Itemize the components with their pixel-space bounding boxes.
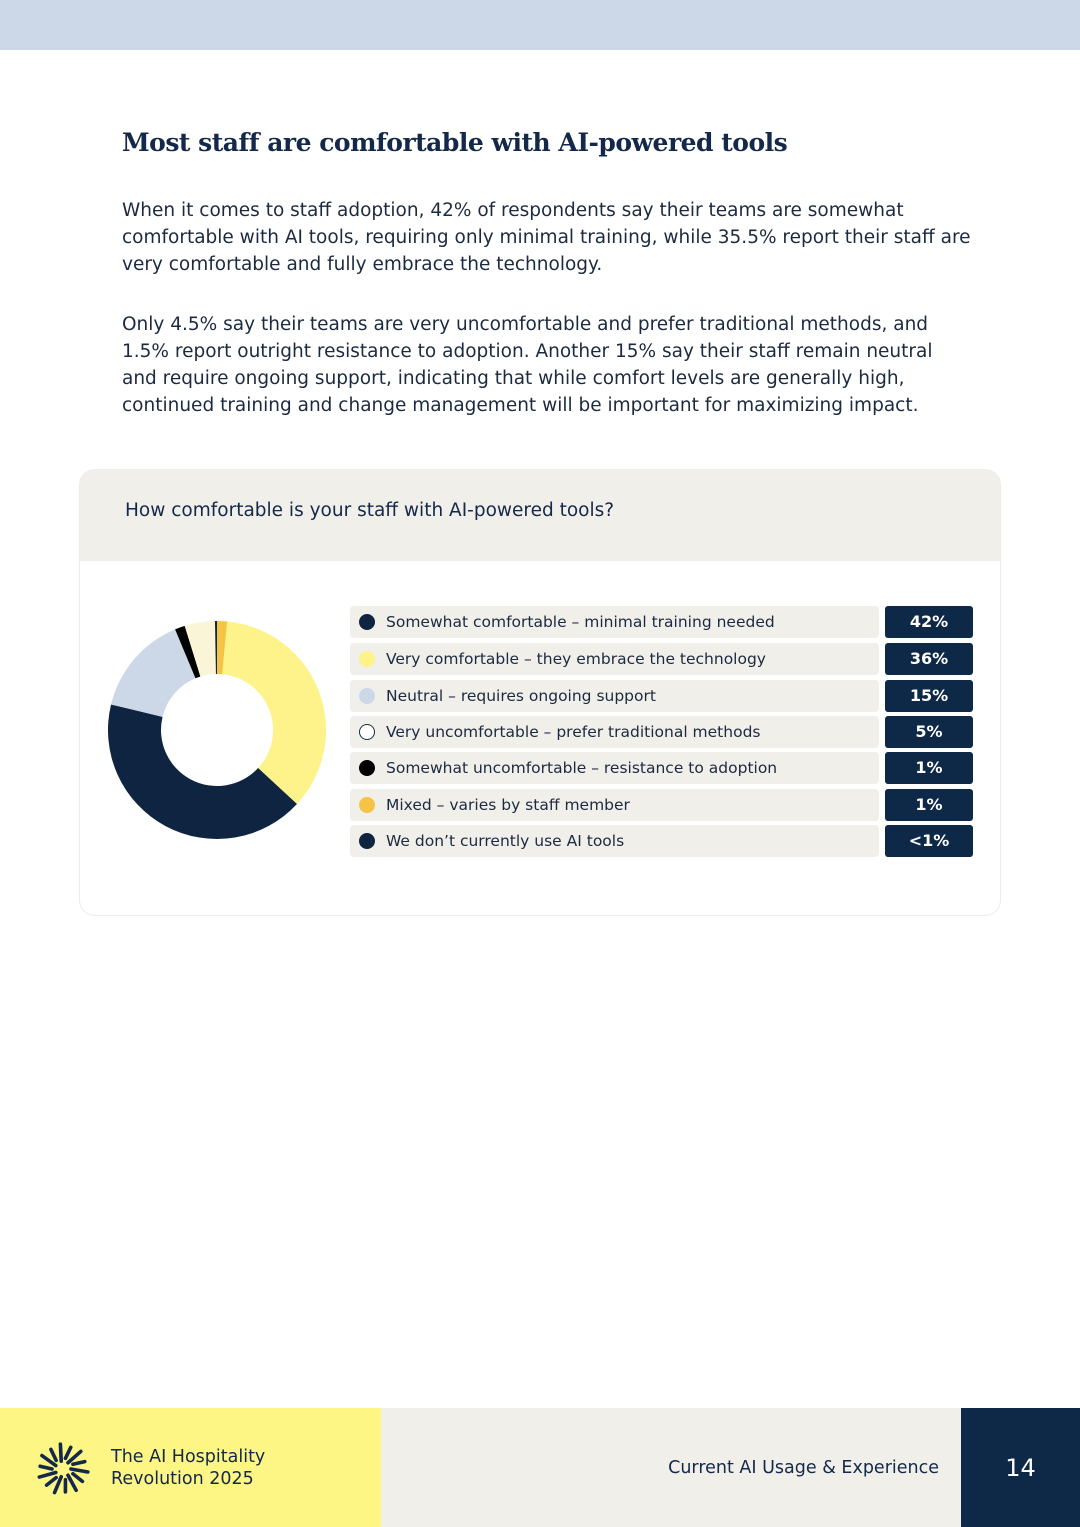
legend-label: We don’t currently use AI tools (386, 832, 625, 850)
legend-label: Somewhat comfortable – minimal training needed (386, 613, 775, 631)
legend-label: Very uncomfortable – prefer traditional methods (386, 723, 761, 741)
logo-ray (73, 1462, 85, 1465)
logo-ray (60, 1444, 61, 1461)
chart-card (79, 469, 1001, 916)
footer-section-panel (381, 1408, 961, 1527)
legend-swatch (359, 688, 375, 704)
chart-title: How comfortable is your staff with AI-powered tools? (125, 500, 615, 521)
legend-label: Very comfortable – they embrace the technology (386, 650, 766, 668)
legend-row-background (350, 606, 879, 638)
donut-slice-1 (222, 621, 326, 804)
logo-ray (47, 1478, 57, 1486)
legend-row-background (350, 789, 879, 821)
legend-label: Mixed – varies by staff member (386, 796, 630, 814)
donut-chart (106, 619, 328, 841)
legend-row (350, 789, 973, 821)
intro-paragraph: When it comes to staff adoption, 42% of respondents say their teams are somewhat comfortable with AI tools, requiring only minimal training, while 35.5% report their staff are very comfortable and fully embrace the technology. (122, 200, 971, 275)
footer-brand-line2: Revolution 2025 (111, 1469, 254, 1489)
legend-percentage: 1% (885, 789, 973, 821)
page-heading: Most staff are comfortable with AI-powered tools (122, 128, 788, 157)
legend-row (350, 825, 973, 857)
legend-row (350, 680, 973, 712)
detail-paragraph: Only 4.5% say their teams are very uncomfortable and prefer traditional methods, and 1.5% report outright resistance to adoption. Another 15% say their staff remain neutral and require ongoing support, indicating that while comfort levels are generally high, continued training and change management will be important for maximizing impact. (122, 314, 933, 416)
page-number: 14 (1005, 1454, 1036, 1482)
legend-swatch (359, 797, 375, 813)
page-footer (0, 1408, 1080, 1527)
logo-ray (65, 1447, 70, 1458)
logo-ray (39, 1472, 55, 1477)
footer-brand-title (111, 1446, 265, 1490)
footer-page-panel (961, 1408, 1080, 1527)
legend-label: Neutral – requires ongoing support (386, 687, 656, 705)
footer-brand-line1: The AI Hospitality (111, 1447, 266, 1467)
top-band (0, 0, 1080, 50)
legend-swatch (359, 724, 375, 740)
legend-percentage: <1% (885, 825, 973, 857)
legend-percentage: 1% (885, 752, 973, 784)
legend-percentage: 15% (885, 680, 973, 712)
legend-row-background (350, 825, 879, 857)
legend-row-background (350, 643, 879, 675)
legend-swatch (359, 651, 375, 667)
legend-label: Somewhat uncomfortable – resistance to adoption (386, 759, 778, 777)
logo-ray (71, 1469, 88, 1472)
legend-row-background (350, 752, 879, 784)
legend-row (350, 643, 973, 675)
logo-ray (73, 1474, 82, 1482)
legend-percentage: 42% (885, 606, 973, 638)
legend-row (350, 606, 973, 638)
legend-swatch (359, 760, 375, 776)
logo-ray (40, 1466, 52, 1469)
legend-percentage: 36% (885, 643, 973, 675)
legend-percentage: 5% (885, 716, 973, 748)
legend-swatch (359, 614, 375, 630)
logo-ray (51, 1449, 56, 1460)
sunburst-logo-icon (35, 1441, 91, 1497)
chart-card-header (80, 470, 1000, 561)
legend-swatch (359, 833, 375, 849)
footer-brand-panel (0, 1408, 381, 1527)
legend-row-background (350, 716, 879, 748)
legend-row (350, 752, 973, 784)
legend-row (350, 716, 973, 748)
footer-section-name: Current AI Usage & Experience (668, 1458, 939, 1478)
legend-row-background (350, 680, 879, 712)
